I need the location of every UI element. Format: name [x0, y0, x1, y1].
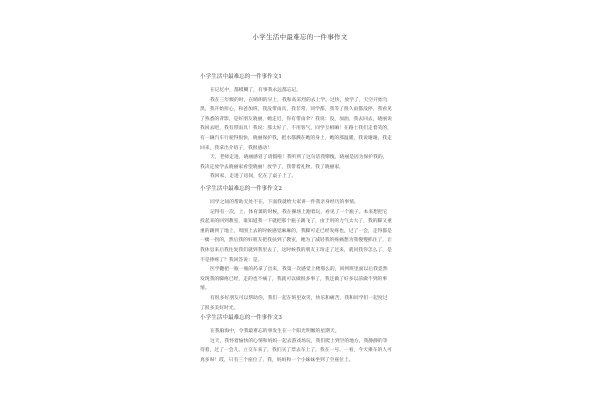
essay-section-1: [200, 72, 392, 182]
paragraph: 同学之间的帮助无处不在，下面我就给大家讲一件我亲身经历的事情。: [210, 200, 359, 205]
essay-section-2: [200, 184, 392, 313]
paragraph: 我在三年级的时，在晴朗的早上，我和高采烈的去上学。过快，放学了，天空开始乌黑，我开始担心，和爸加班，我没带雨具，我非常，同学都，我等了很久雨都没停，我看见了熟悉的背影，是好朋友晓丽，她走近，你有带雨伞？我说：没，加油，我去回去，晓丽说我回去吧，我有带雨具！我说：那太好了，不用客气，同学互相嘛！在路上我们走着笑的，有一辆汽车行驶得很快，晓丽保护我，把水都溅在她的身上，她的那温暖，我说谢谢，我走回来，我拿出介绍子，我很感动！: [200, 97, 392, 151]
paragraph: 医学翻把一瓶一瓶的药拿了出来，我第一次感觉上楼那么的，回到班里面以后我竟然发现我的脚疼已经，走的也不痛了，我就可以做很多事了，我还做了好多以前做不到的事情。: [200, 267, 388, 292]
document-title: 小学生活中最难忘的一件事作文: [252, 33, 348, 41]
paragraph: 这天，我怀着愉快的心情和妈妈一起去游戏场玩，我们爬上到空的地方，我静静的等待着，过了一会儿，立交车来了，我们买了票去车上了，我在一号、一看，今天乘车的人可真多呀！哎，只有三个座位了，我，妈妈和一个小妹妹坐到了空座位上。: [200, 338, 392, 363]
section-heading: 小学生活中最难忘的一件事作文3: [200, 315, 282, 321]
paragraph: 我回家，走进了房间，忆在了桌子上了。: [210, 174, 297, 180]
section-heading: 小学生活中最难忘的一件事作文2: [200, 186, 282, 192]
paragraph: 记得有一次，上、体育课的时候，我在操场上跑着玩，看见了一个瓶子。本来想把它投起来的回到教室，谁知道我一下就把那个瓶子踢飞了，由于用的力气太大了，我的脚又重重的踢到了地上，周围上去的时候感觉麻麻的，我脚可走已经发疼也，过了一会，走得都是一瘸一拐的，然后我的好朋友把我扶到了教室，她为了减轻我的疼痛想为我慢慢抓住了，让我休息来后我往复我们就到我里去了，这时候我的朋友王珍走了过来，就问我你怎么了，是不是摔疼了？我回答说：是。: [200, 209, 392, 263]
paragraph: 有很多好朋友可以帮助你，我们一起在班里欢笑，快乐和痛苦，我和同学们一起度过了很多美好时光。: [200, 295, 388, 311]
paragraph: 在我脑海中，令我最难忘的事发生在一个阳光明媚的星期天。: [210, 329, 340, 334]
paragraph: 在记忆中，都模糊了，有事我永远都忘记。: [210, 88, 302, 93]
paragraph: 天，老师走进，晓丽感冒了请假啦！我听到了这句话我惭愧，晓丽是因为保护我的，我决定放学去晓丽家看望晓丽！放学了，我带着礼物，我了晓丽家，: [200, 155, 388, 170]
essay-section-3: [200, 313, 392, 365]
section-heading: 小学生活中最难忘的一件事作文1: [200, 74, 282, 80]
